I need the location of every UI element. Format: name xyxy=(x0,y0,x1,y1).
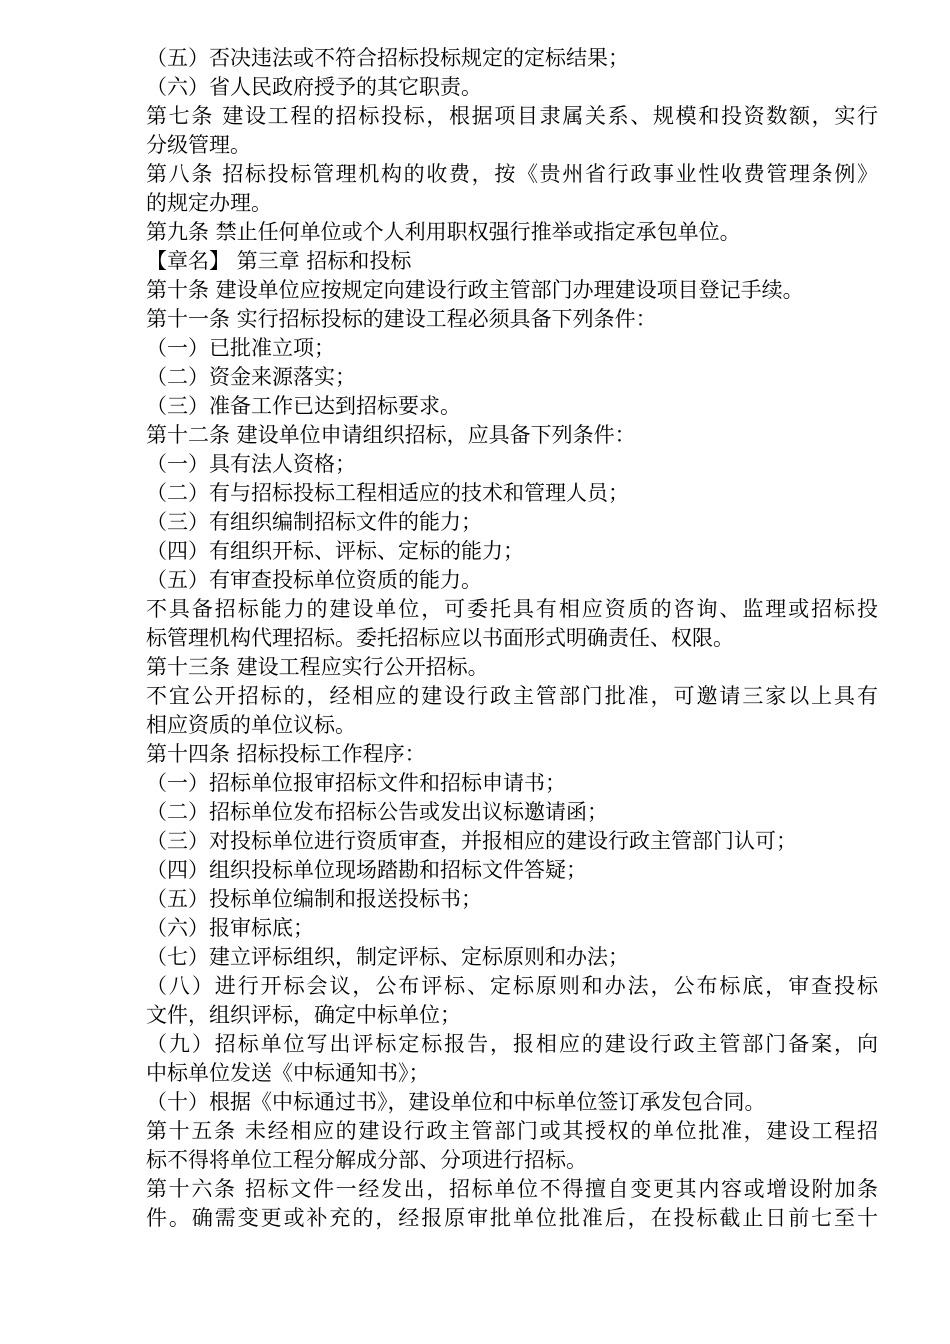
text-line: （六）报审标底； xyxy=(146,916,314,940)
text-line: （三）有组织编制招标文件的能力； xyxy=(146,510,482,534)
text-line: （三）准备工作已达到招标要求。 xyxy=(146,394,461,418)
text-line: 相应资质的单位议标。 xyxy=(146,713,356,737)
text-line: 第十五条 未经相应的建设行政主管部门或其授权的单位批准，建设工程招 xyxy=(146,1119,878,1143)
text-line: 第八条 招标投标管理机构的收费，按《贵州省行政事业性收费管理条例》 xyxy=(146,162,878,186)
document-body xyxy=(146,44,878,1233)
text-line: 第十一条 实行招标投标的建设工程必须具备下列条件： xyxy=(146,307,657,331)
text-line: 第九条 禁止任何单位或个人利用职权强行推举或指定承包单位。 xyxy=(146,220,741,244)
text-line: 第七条 建设工程的招标投标，根据项目隶属关系、规模和投资数额，实行 xyxy=(146,104,878,128)
text-line: （二）招标单位发布招标公告或发出议标邀请函； xyxy=(146,800,608,824)
text-line: 的规定办理。 xyxy=(146,191,272,215)
text-line: （三）对投标单位进行资质审查，并报相应的建设行政主管部门认可； xyxy=(146,829,797,853)
text-line: （四）有组织开标、评标、定标的能力； xyxy=(146,539,524,563)
text-line: 第十二条 建设单位申请组织招标，应具备下列条件： xyxy=(146,423,636,447)
text-line: （一）招标单位报审招标文件和招标申请书； xyxy=(146,771,566,795)
text-line: （十）根据《中标通过书》，建设单位和中标单位签订承发包合同。 xyxy=(146,1090,766,1114)
text-line: 中标单位发送《中标通知书》； xyxy=(146,1061,430,1085)
text-line: 不具备招标能力的建设单位，可委托具有相应资质的咨询、监理或招标投 xyxy=(146,597,878,621)
text-line: 标不得将单位工程分解成分部、分项进行招标。 xyxy=(146,1148,587,1172)
text-line: （六）省人民政府授予的其它职责。 xyxy=(146,75,482,99)
text-line: （九）招标单位写出评标定标报告，报相应的建设行政主管部门备案，向 xyxy=(146,1032,878,1056)
text-line: （一）已批准立项； xyxy=(146,336,335,360)
text-line: （五）投标单位编制和报送投标书； xyxy=(146,887,482,911)
text-line: 【章名】 第三章 招标和投标 xyxy=(146,249,412,273)
text-line: （七）建立评标组织，制定评标、定标原则和办法； xyxy=(146,945,629,969)
text-line: （四）组织投标单位现场踏勘和招标文件答疑； xyxy=(146,858,587,882)
text-line: 第十三条 建设工程应实行公开招标。 xyxy=(146,655,489,679)
text-line: 件。确需变更或补充的，经报原审批单位批准后，在投标截止日前七至十 xyxy=(146,1206,878,1230)
text-line: 第十条 建设单位应按规定向建设行政主管部门办理建设项目登记手续。 xyxy=(146,278,804,302)
text-line: （五）有审查投标单位资质的能力。 xyxy=(146,568,482,592)
text-line: 第十四条 招标投标工作程序： xyxy=(146,742,426,766)
text-line: （八）进行开标会议，公布评标、定标原则和办法，公布标底，审查投标 xyxy=(146,974,878,998)
text-line: 文件，组织评标，确定中标单位； xyxy=(146,1003,461,1027)
text-line: （二）资金来源落实； xyxy=(146,365,356,389)
text-line: 标管理机构代理招标。委托招标应以书面形式明确责任、权限。 xyxy=(146,626,734,650)
text-line: （五）否决违法或不符合招标投标规定的定标结果； xyxy=(146,46,629,70)
text-line: 不宜公开招标的，经相应的建设行政主管部门批准，可邀请三家以上具有 xyxy=(146,684,878,708)
text-line: 分级管理。 xyxy=(146,133,251,157)
text-line: 第十六条 招标文件一经发出，招标单位不得擅自变更其内容或增设附加条 xyxy=(146,1177,878,1201)
text-line: （二）有与招标投标工程相适应的技术和管理人员； xyxy=(146,481,629,505)
text-line: （一）具有法人资格； xyxy=(146,452,356,476)
